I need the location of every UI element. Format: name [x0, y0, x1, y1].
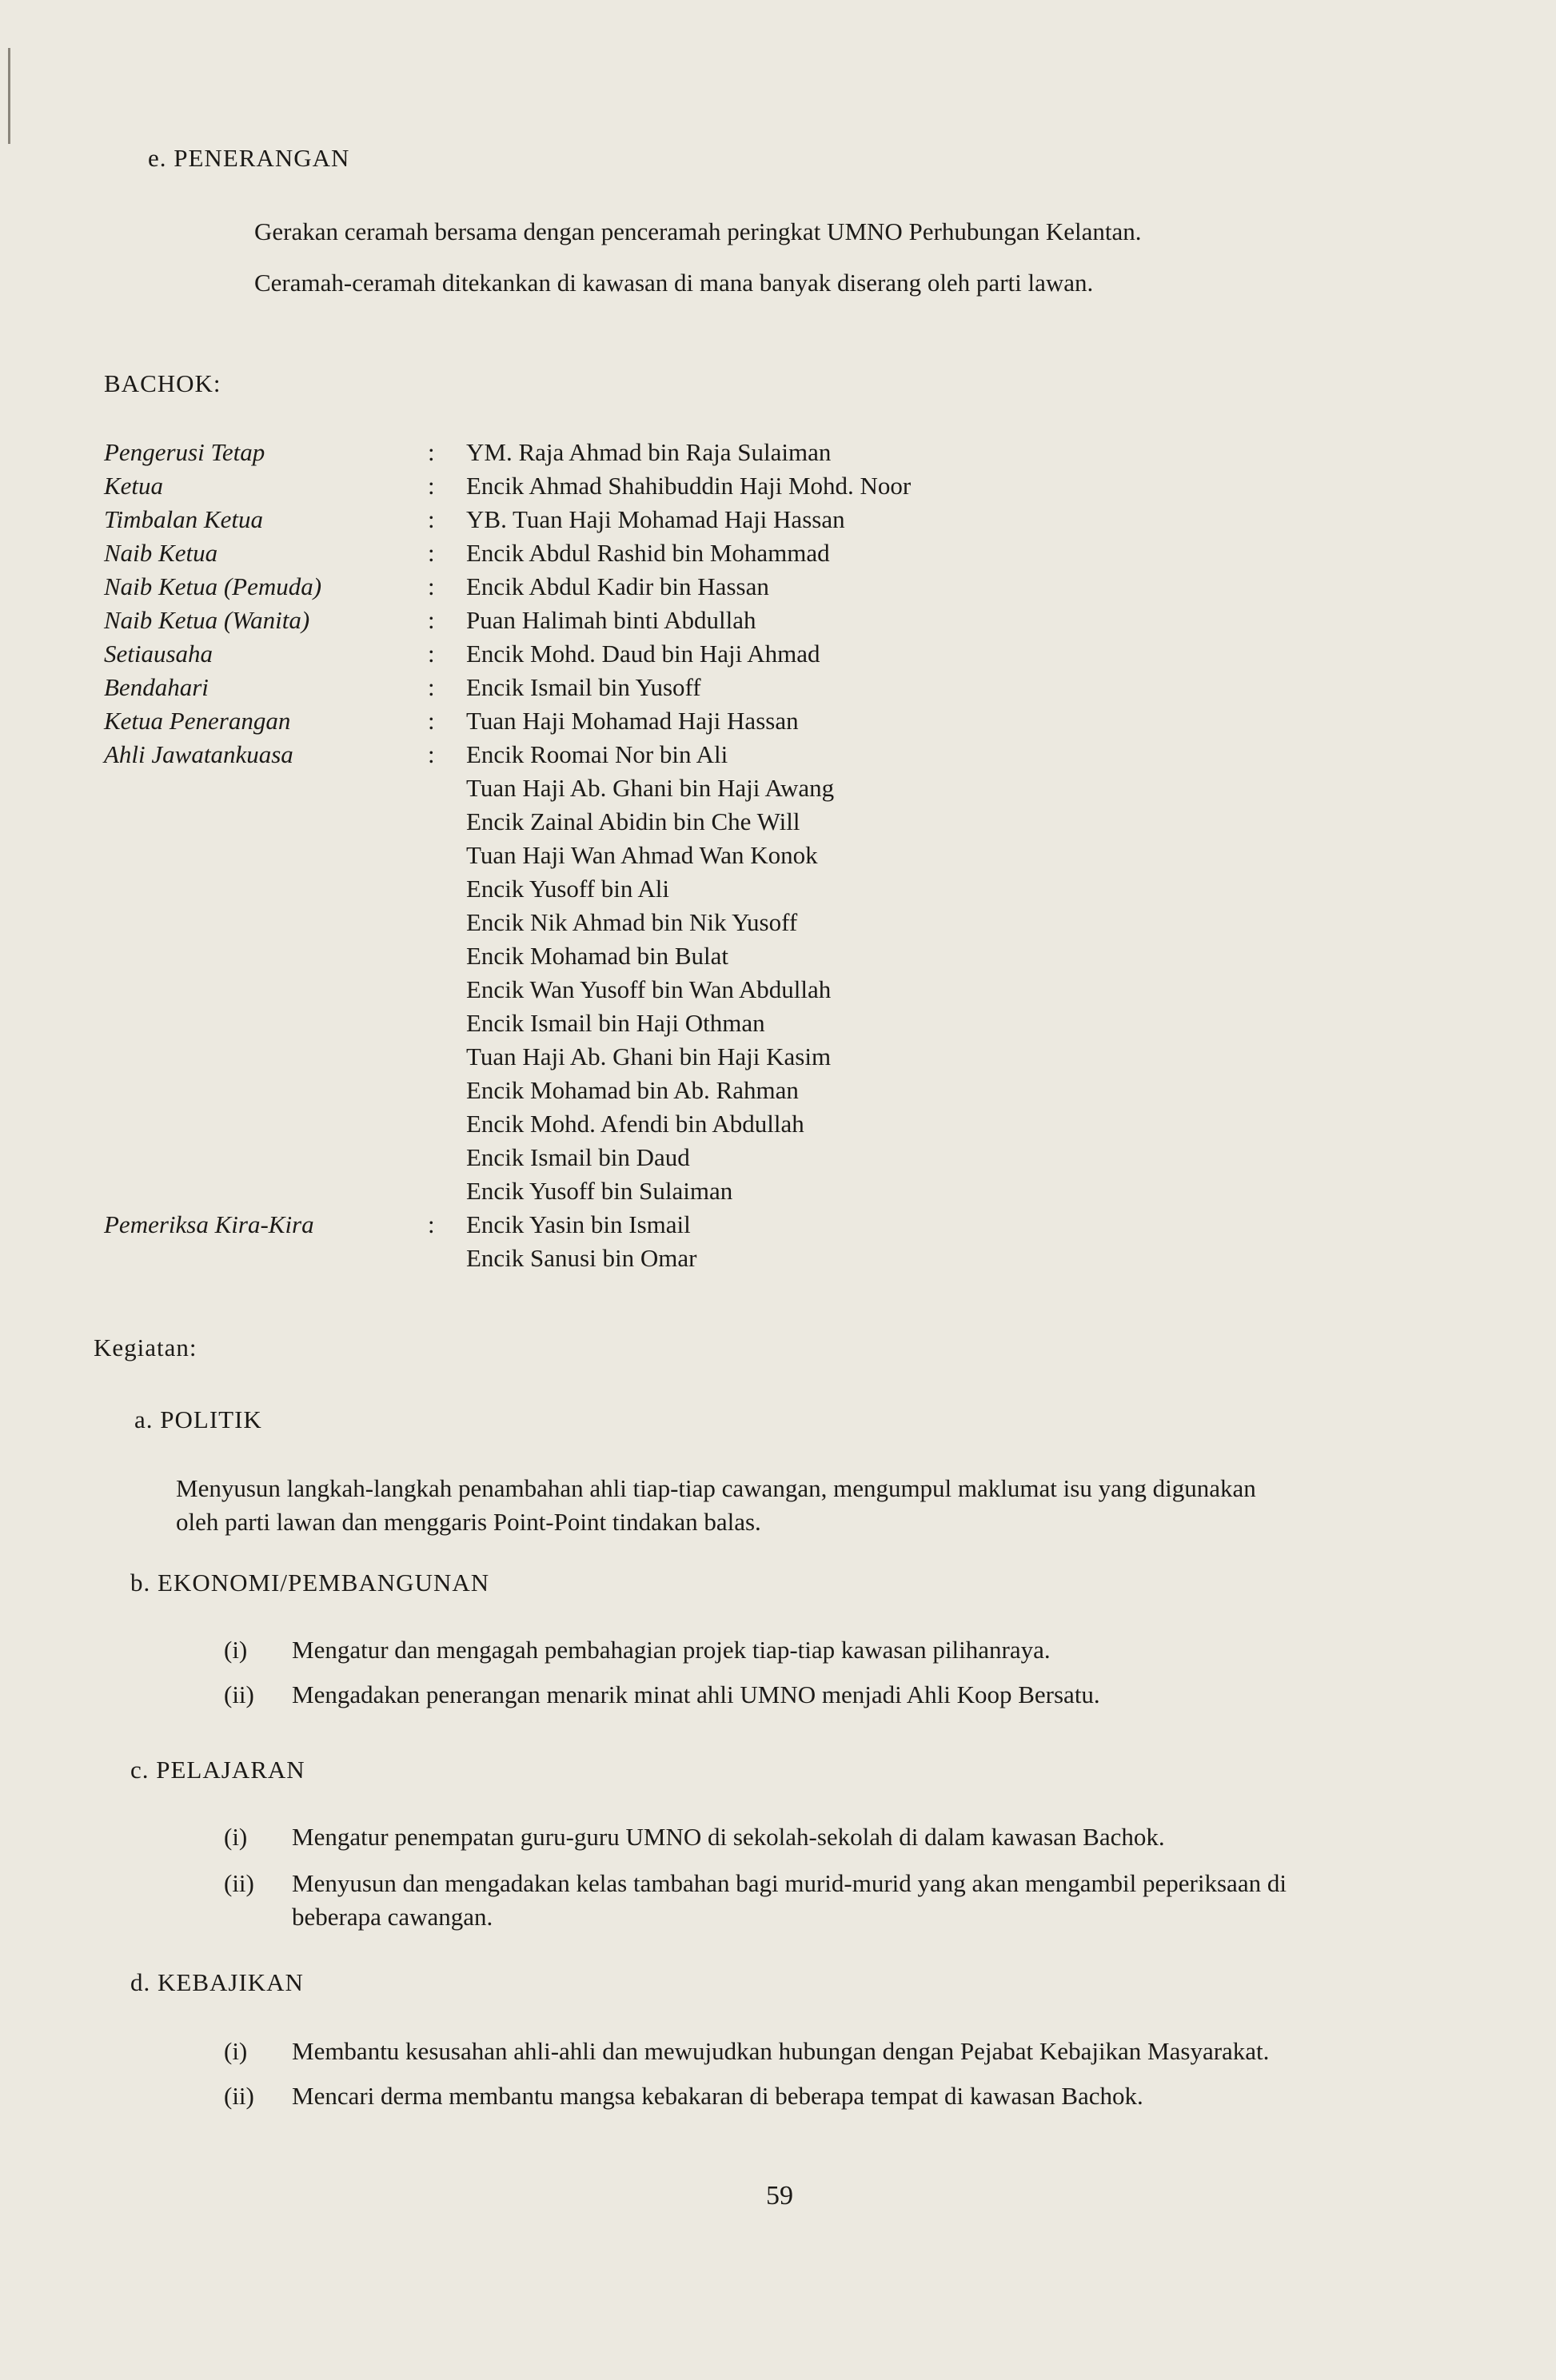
committee-name: Encik Abdul Kadir bin Hassan: [466, 572, 769, 600]
committee-name: Encik Mohamad bin Ab. Rahman: [466, 1076, 799, 1104]
committee-role: Naib Ketua (Wanita): [104, 606, 310, 634]
committee-name: Encik Mohd. Daud bin Haji Ahmad: [466, 640, 820, 668]
committee-name: Encik Sanusi bin Omar: [466, 1244, 697, 1272]
item-text: Menyusun dan mengadakan kelas tambahan bagi murid-murid yang akan mengambil peperiksaan di: [292, 1869, 1287, 1897]
item-text: Mengatur penempatan guru-guru UMNO di sekolah-sekolah di dalam kawasan Bachok.: [292, 1823, 1165, 1851]
bachok-title: BACHOK:: [104, 369, 221, 397]
committee-name: Encik Yusoff bin Sulaiman: [466, 1177, 733, 1205]
committee-role: Ketua: [104, 472, 164, 500]
colon: :: [428, 505, 435, 533]
committee-name: Encik Ismail bin Yusoff: [466, 673, 701, 701]
committee-name: Encik Roomai Nor bin Ali: [466, 740, 728, 768]
kegiatan-title: Kegiatan:: [94, 1334, 197, 1361]
committee-role: Naib Ketua: [104, 539, 218, 567]
committee-name: Tuan Haji Ab. Ghani bin Haji Kasim: [466, 1042, 832, 1070]
committee-name: Encik Abdul Rashid bin Mohammad: [466, 539, 830, 567]
politik-line-2: oleh parti lawan dan menggaris Point-Point tindakan balas.: [176, 1508, 761, 1536]
page-number: 59: [766, 2181, 793, 2211]
page-edge-mark: [8, 48, 10, 144]
committee-name: Encik Mohamad bin Bulat: [466, 942, 729, 970]
committee-name: Encik Nik Ahmad bin Nik Yusoff: [466, 908, 798, 936]
item-number: (ii): [224, 2082, 254, 2110]
item-number: (i): [224, 1823, 248, 1851]
item-number: (ii): [224, 1869, 254, 1897]
item-number: (i): [224, 2037, 248, 2065]
committee-name: Encik Yusoff bin Ali: [466, 875, 670, 903]
colon: :: [428, 640, 435, 668]
item-text: Mencari derma membantu mangsa kebakaran di beberapa tempat di kawasan Bachok.: [292, 2082, 1143, 2110]
pelajaran-heading: c. PELAJARAN: [130, 1756, 305, 1784]
penerangan-heading: e. PENERANGAN: [148, 144, 350, 172]
committee-name: Encik Ismail bin Haji Othman: [466, 1009, 765, 1037]
committee-name: Tuan Haji Mohamad Haji Hassan: [466, 707, 799, 735]
committee-name: Tuan Haji Wan Ahmad Wan Konok: [466, 841, 818, 869]
penerangan-line-2: Ceramah-ceramah ditekankan di kawasan di mana banyak diserang oleh parti lawan.: [254, 269, 1094, 297]
item-text: Mengatur dan mengagah pembahagian projek tiap-tiap kawasan pilihanraya.: [292, 1636, 1051, 1664]
penerangan-line-1: Gerakan ceramah bersama dengan penceramah peringkat UMNO Perhubungan Kelantan.: [254, 217, 1142, 245]
committee-role: Bendahari: [104, 673, 209, 701]
item-text: Mengadakan penerangan menarik minat ahli UMNO menjadi Ahli Koop Bersatu.: [292, 1680, 1100, 1708]
item-text: beberapa cawangan.: [292, 1903, 493, 1931]
colon: :: [428, 740, 435, 768]
item-number: (ii): [224, 1680, 254, 1708]
committee-role: Naib Ketua (Pemuda): [104, 572, 322, 600]
ekonomi-heading: b. EKONOMI/PEMBANGUNAN: [130, 1569, 490, 1597]
committee-role: Ketua Penerangan: [104, 707, 291, 735]
committee-name: Encik Ahmad Shahibuddin Haji Mohd. Noor: [466, 472, 912, 500]
politik-heading: a. POLITIK: [134, 1405, 262, 1433]
colon: :: [428, 707, 435, 735]
committee-name: Encik Wan Yusoff bin Wan Abdullah: [466, 975, 832, 1003]
committee-name: YB. Tuan Haji Mohamad Haji Hassan: [466, 505, 845, 533]
kebajikan-heading: d. KEBAJIKAN: [130, 1968, 304, 1996]
committee-name: YM. Raja Ahmad bin Raja Sulaiman: [466, 438, 832, 466]
colon: :: [428, 606, 435, 634]
item-text: Membantu kesusahan ahli-ahli dan mewujudkan hubungan dengan Pejabat Kebajikan Masyarakat.: [292, 2037, 1270, 2065]
colon: :: [428, 472, 435, 500]
committee-name: Puan Halimah binti Abdullah: [466, 606, 756, 634]
colon: :: [428, 1210, 435, 1238]
item-number: (i): [224, 1636, 248, 1664]
committee-role: Setiausaha: [104, 640, 213, 668]
colon: :: [428, 673, 435, 701]
committee-role: Pemeriksa Kira-Kira: [104, 1210, 314, 1238]
committee-role: Pengerusi Tetap: [104, 438, 265, 466]
committee-name: Encik Mohd. Afendi bin Abdullah: [466, 1110, 804, 1138]
committee-name: Encik Yasin bin Ismail: [466, 1210, 691, 1238]
committee-name: Encik Ismail bin Daud: [466, 1143, 690, 1171]
committee-name: Encik Zainal Abidin bin Che Will: [466, 807, 800, 835]
politik-line-1: Menyusun langkah-langkah penambahan ahli tiap-tiap cawangan, mengumpul maklumat isu yang digunakan: [176, 1474, 1256, 1502]
colon: :: [428, 539, 435, 567]
committee-role: Timbalan Ketua: [104, 505, 263, 533]
colon: :: [428, 438, 435, 466]
committee-name: Tuan Haji Ab. Ghani bin Haji Awang: [466, 774, 835, 802]
colon: :: [428, 572, 435, 600]
committee-role: Ahli Jawatankuasa: [104, 740, 293, 768]
